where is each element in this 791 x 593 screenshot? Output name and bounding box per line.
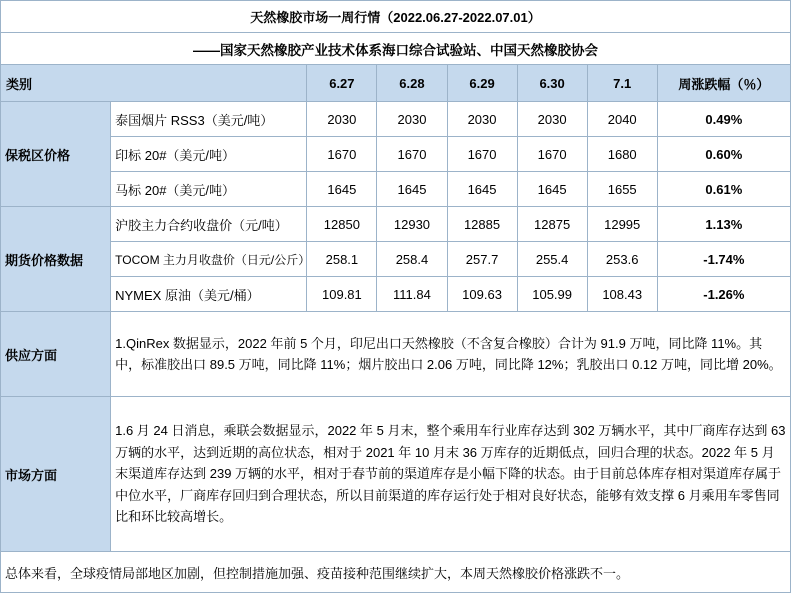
narrative-market-text: 1.6 月 24 日消息，乘联会数据显示，2022 年 5 月末，整个乘用车行业库存达到 302 万辆水平，其中厂商库存达到 63 万辆的水平，达到近期的高位状态，相对于 2021 年 10 月末 36 万库存的近期低点，回归合理的状态。2022 年 5 月末渠道库存达到 239 万辆的水平，相对于春节前的渠道库存是小幅下降的状态。由于目前总体库存相对渠道库存属于中位水平，厂商库存回归到合理状态，所以目前渠道的库存运行处于相对良好状态，能够有效支撑 6 月乘用车零售同比和环比较高增长。 [111, 397, 791, 552]
cell-value: 2030 [377, 102, 447, 137]
cell-value: 2030 [447, 102, 517, 137]
cell-weekly-change: 1.13% [657, 207, 790, 242]
row-item-label: 沪胶主力合约收盘价（元/吨） [111, 207, 307, 242]
table-row [1, 242, 791, 277]
cell-value: 109.63 [447, 277, 517, 312]
cell-value: 258.1 [307, 242, 377, 277]
cell-value: 1670 [447, 137, 517, 172]
row-item-label: 马标 20#（美元/吨） [111, 172, 307, 207]
table-row [1, 207, 791, 242]
title-row-main [1, 1, 791, 33]
cell-value: 257.7 [447, 242, 517, 277]
group-label-futures-price-data: 期货价格数据 [1, 207, 111, 312]
summary-footer: 总体来看，全球疫情局部地区加剧，但控制措施加强、疫苗接种范围继续扩大，本周天然橡胶价格涨跌不一。 [1, 552, 791, 593]
cell-value: 12885 [447, 207, 517, 242]
row-item-label: TOCOM 主力月收盘价（日元/公斤） [111, 242, 307, 277]
header-date-630: 6.30 [517, 65, 587, 102]
cell-value: 111.84 [377, 277, 447, 312]
row-item-label: 印标 20#（美元/吨） [111, 137, 307, 172]
cell-value: 12995 [587, 207, 657, 242]
cell-value: 258.4 [377, 242, 447, 277]
table-row [1, 397, 791, 552]
title-row-sub [1, 33, 791, 65]
cell-value: 1645 [517, 172, 587, 207]
cell-value: 1680 [587, 137, 657, 172]
cell-value: 1655 [587, 172, 657, 207]
cell-weekly-change: 0.61% [657, 172, 790, 207]
cell-value: 2030 [517, 102, 587, 137]
table-row [1, 137, 791, 172]
cell-value: 253.6 [587, 242, 657, 277]
cell-value: 12930 [377, 207, 447, 242]
table-row [1, 312, 791, 397]
cell-value: 2040 [587, 102, 657, 137]
cell-value: 12850 [307, 207, 377, 242]
cell-value: 2030 [307, 102, 377, 137]
table-row [1, 552, 791, 593]
cell-value: 1670 [517, 137, 587, 172]
cell-value: 105.99 [517, 277, 587, 312]
header-date-627: 6.27 [307, 65, 377, 102]
cell-value: 1670 [307, 137, 377, 172]
cell-value: 108.43 [587, 277, 657, 312]
cell-weekly-change: -1.26% [657, 277, 790, 312]
cell-value: 255.4 [517, 242, 587, 277]
report-title: 天然橡胶市场一周行情（2022.06.27-2022.07.01） [1, 1, 791, 33]
group-label-bonded-zone-price: 保税区价格 [1, 102, 111, 207]
table-row [1, 277, 791, 312]
group-label-supply: 供应方面 [1, 312, 111, 397]
cell-value: 1645 [447, 172, 517, 207]
cell-value: 109.81 [307, 277, 377, 312]
group-label-market: 市场方面 [1, 397, 111, 552]
row-item-label: 泰国烟片 RSS3（美元/吨） [111, 102, 307, 137]
cell-value: 1645 [377, 172, 447, 207]
table-header-row [1, 65, 791, 102]
row-item-label: NYMEX 原油（美元/桶） [111, 277, 307, 312]
cell-weekly-change: -1.74% [657, 242, 790, 277]
cell-value: 12875 [517, 207, 587, 242]
narrative-supply-text: 1.QinRex 数据显示，2022 年前 5 个月，印尼出口天然橡胶（不含复合橡胶）合计为 91.9 万吨，同比降 11%。其中，标准胶出口 89.5 万吨，同比降 11%；烟片胶出口 2.06 万吨，同比降 12%；乳胶出口 0.12 万吨，同比增 20%。 [111, 312, 791, 397]
header-date-701: 7.1 [587, 65, 657, 102]
cell-weekly-change: 0.60% [657, 137, 790, 172]
header-date-629: 6.29 [447, 65, 517, 102]
cell-value: 1645 [307, 172, 377, 207]
header-category: 类别 [1, 65, 307, 102]
table-row [1, 102, 791, 137]
cell-value: 1670 [377, 137, 447, 172]
header-weekly-change: 周涨跌幅（％） [657, 65, 790, 102]
header-date-628: 6.28 [377, 65, 447, 102]
table-row [1, 172, 791, 207]
report-subtitle: ——国家天然橡胶产业技术体系海口综合试验站、中国天然橡胶协会 [1, 33, 791, 65]
cell-weekly-change: 0.49% [657, 102, 790, 137]
